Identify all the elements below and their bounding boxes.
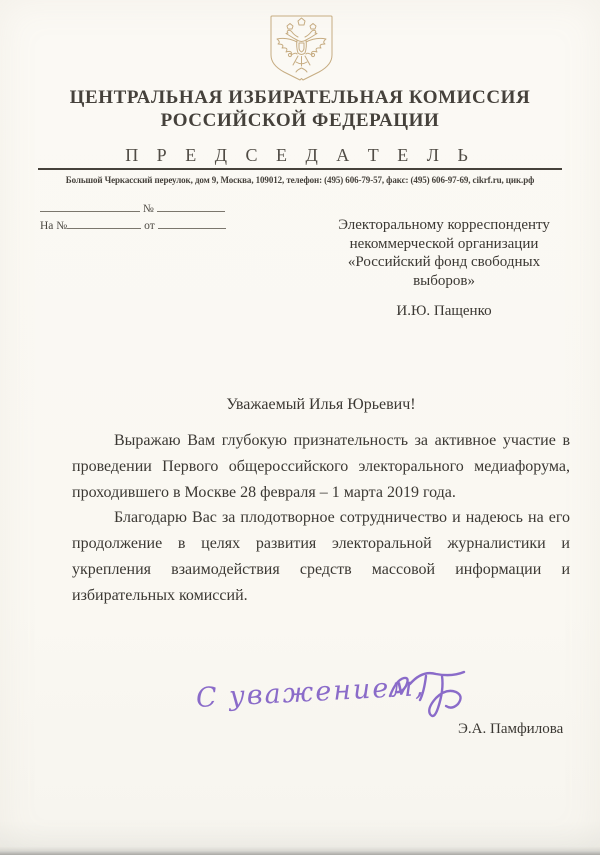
outgoing-number-blank [157, 200, 225, 212]
reference-row-reply [40, 217, 250, 234]
letter-body [72, 428, 570, 609]
reference-row-number [40, 200, 250, 217]
incoming-number-blank [67, 217, 141, 229]
org-title [0, 86, 600, 132]
body-paragraph-2: Благодарю Вас за плодотворное сотрудничество и надеюсь на его продолжение в целях развития электоральной журналистики и укрепления взаимодействия средств массовой информации и избирательных комиссий. [72, 509, 570, 604]
salutation: Уважаемый Илья Юрьевич! [226, 396, 416, 413]
org-title-line2: РОССИЙСКОЙ ФЕДЕРАЦИИ [160, 110, 440, 131]
signer-name: Э.А. Памфилова [458, 721, 564, 737]
outgoing-date-blank [40, 200, 140, 212]
russia-coat-of-arms-icon [263, 13, 340, 85]
org-title-line1: ЦЕНТРАЛЬНАЯ ИЗБИРАТЕЛЬНАЯ КОМИССИЯ [69, 87, 531, 108]
incoming-date-blank [158, 217, 226, 229]
scan-edge [0, 851, 600, 855]
body-paragraph-1: Выражаю Вам глубокую признательность за активное участие в проведении Первого общероссийского электорального медиафорума, проходившего в Москве 28 февраля – 1 марта 2019 года. [72, 432, 570, 501]
header-rule [38, 168, 562, 170]
address-line: Большой Черкасский переулок, дом 9, Москва, 109012, телефон: (495) 606-79-57, факс: (495) 606-97-69, cikrf.ru, цик.рф [65, 175, 535, 185]
recipient-line: «Российский фонд свободных [347, 254, 541, 270]
on-number-label: На № [40, 220, 68, 232]
from-label: от [144, 220, 155, 232]
position-title: П Р Е Д С Е Д А Т Е Л Ь [125, 145, 475, 165]
recipient-name: И.Ю. Пащенко [396, 303, 492, 319]
recipient-line: Электоральному корреспонденту [338, 217, 550, 233]
recipient-line: выборов» [413, 272, 475, 289]
recipient-block [318, 216, 570, 321]
reference-block [40, 200, 250, 234]
number-label: № [142, 203, 154, 215]
recipient-line: некоммерческой организации [349, 235, 539, 252]
handwritten-closing: С уважением, [195, 671, 427, 714]
